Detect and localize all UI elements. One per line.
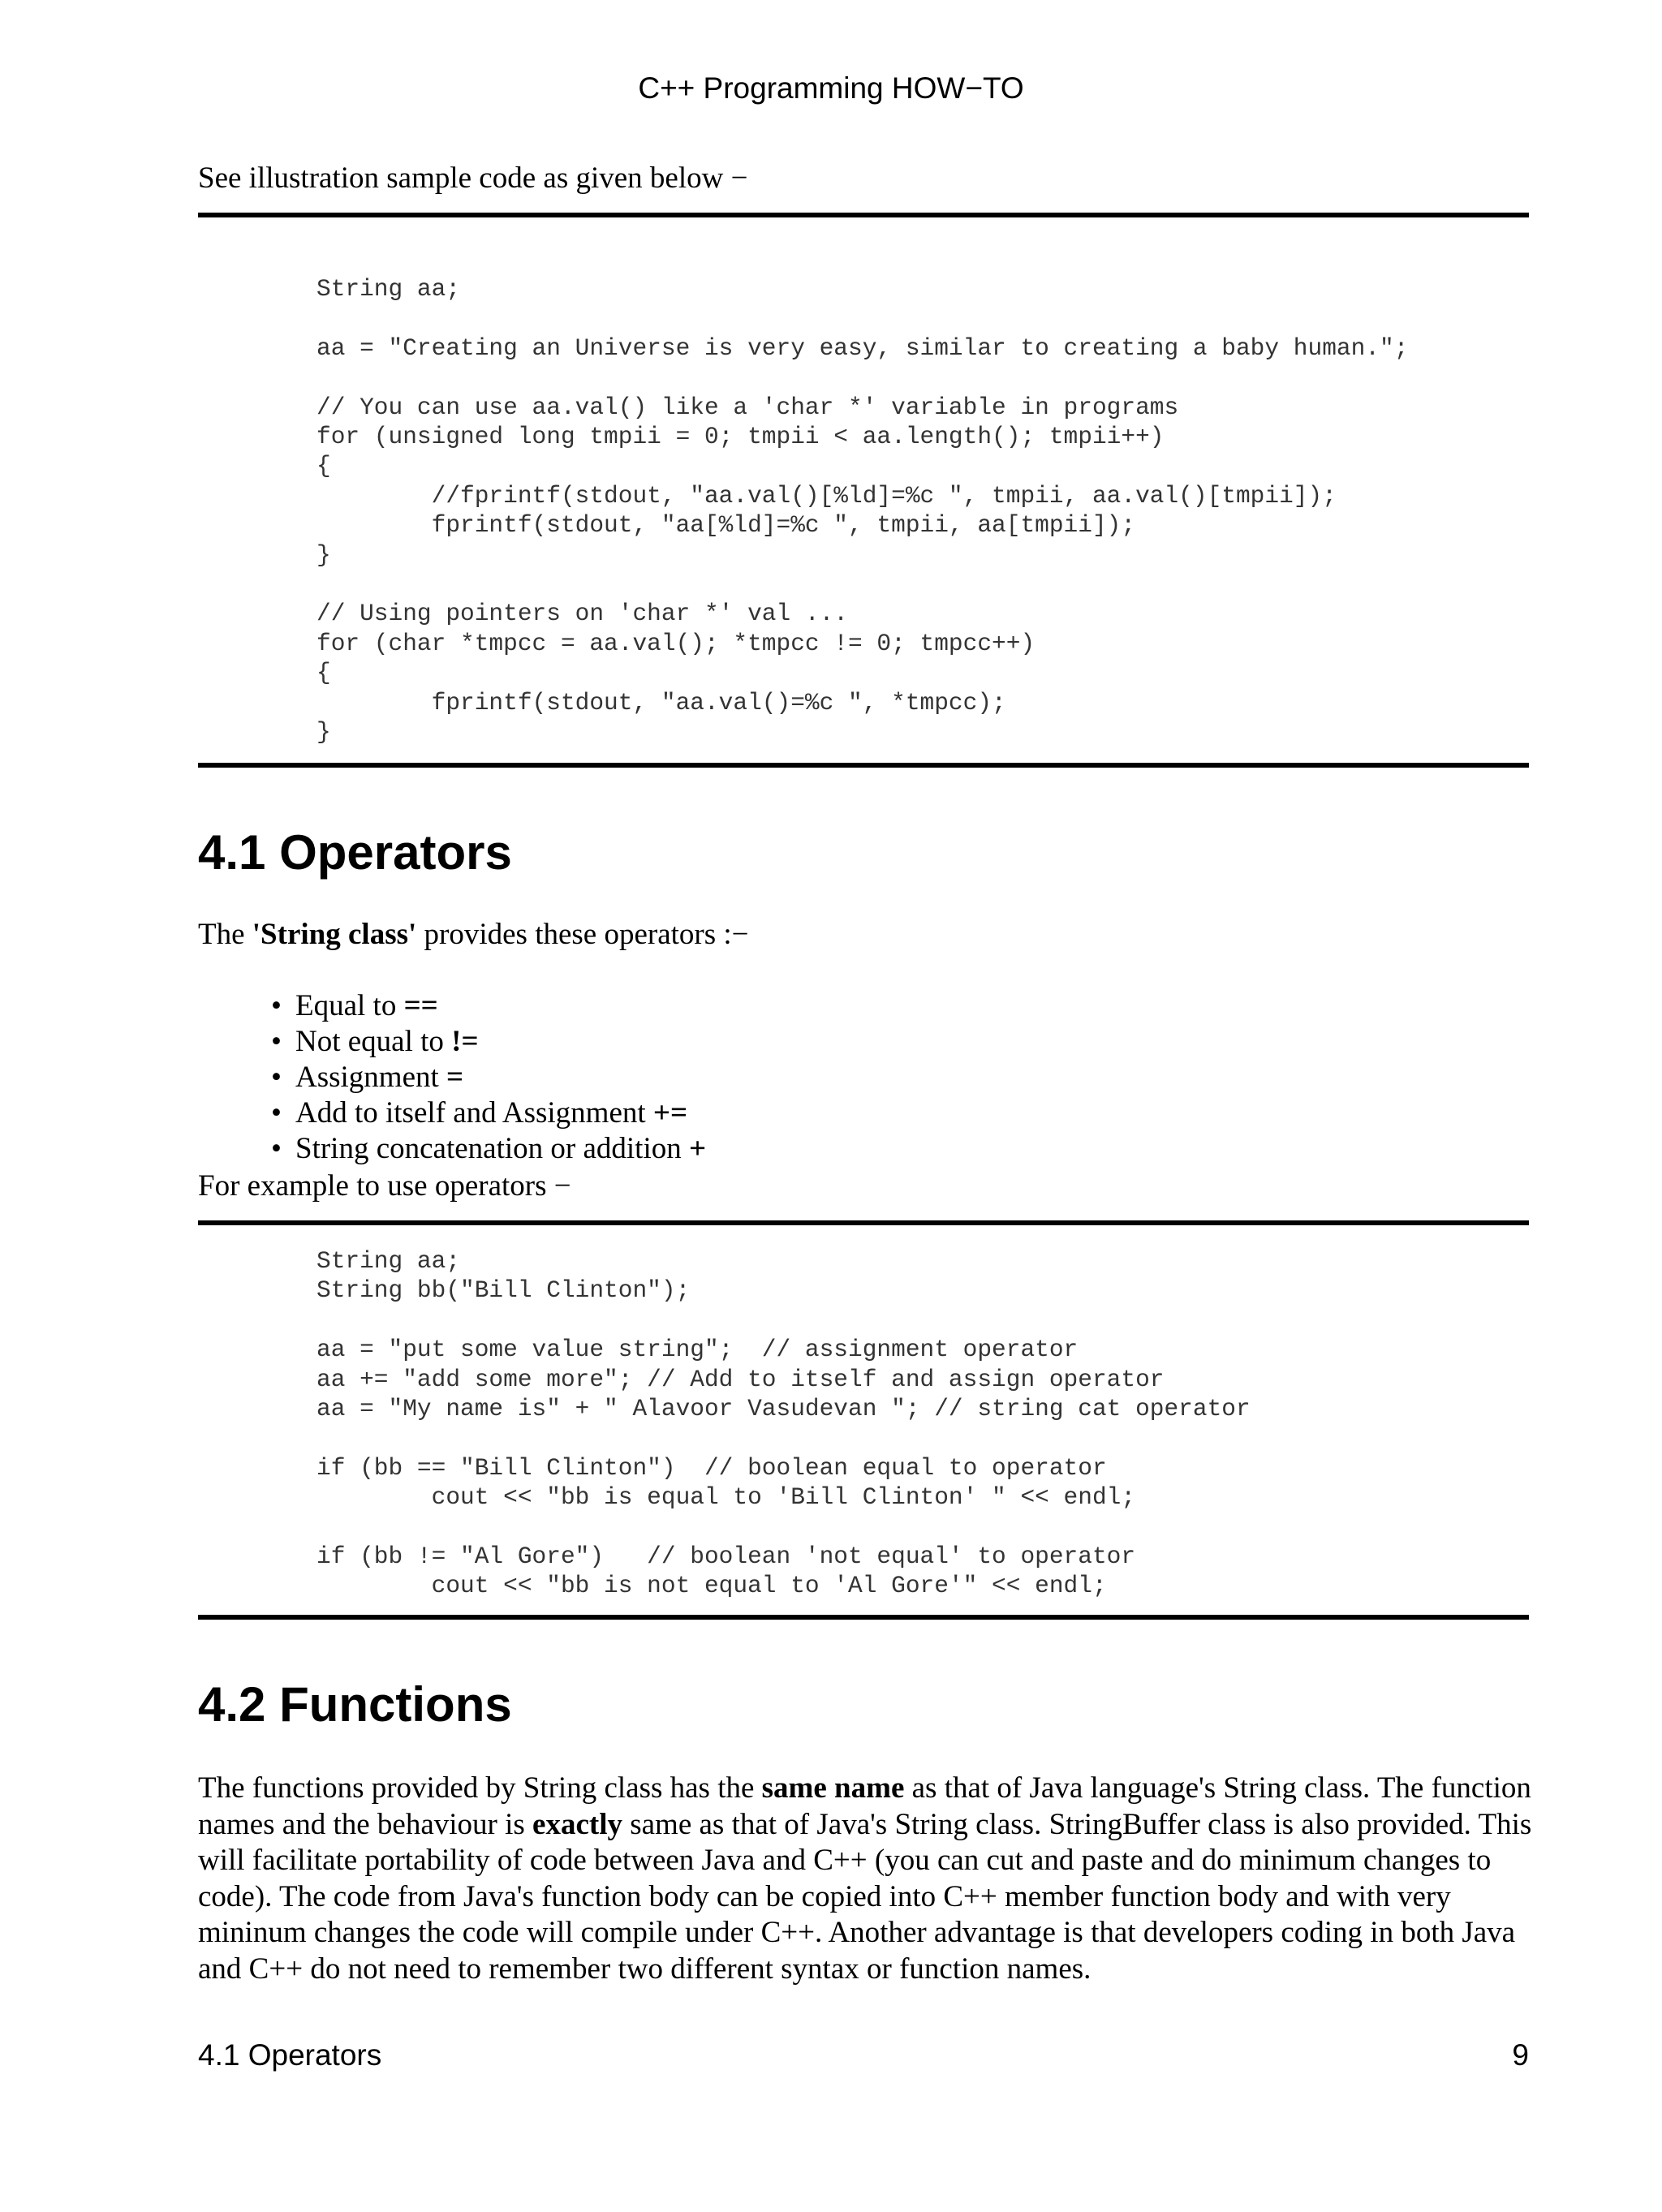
operator-label: Not equal to — [295, 1025, 452, 1058]
section-heading-functions: 4.2 Functions — [198, 1677, 512, 1732]
operator-label: String concatenation or addition — [295, 1132, 689, 1165]
page-number: 9 — [1512, 2038, 1529, 2072]
list-item — [271, 1131, 706, 1167]
operators-list — [271, 988, 706, 1167]
code-block-operators: String aa; String bb("Bill Clinton"); aa = "put some value string"; // assignment operator aa += "add some more"; // Add to itself and assign operator aa = "My name is" + " Alavoor Vasudevan "; // string cat operator if (bb == "Bill Clinton") // boolean equal to operator cout << "bb is equal to 'Bill Clinton' " << endl; if (bb != "Al Gore") // boolean 'not equal' to operator cout << "bb is not equal to 'Al Gore'" << endl; — [316, 1247, 1251, 1600]
functions-bold-1: same name — [761, 1771, 905, 1805]
code-rule-bottom — [198, 763, 1529, 768]
operator-label: Assignment — [295, 1061, 447, 1094]
code-block-string-usage: String aa; aa = "Creating an Universe is very easy, similar to creating a baby human."; // You can use aa.val() like a 'char *' variable in programs for (unsigned long tmpii = 0; tmpii < aa.length(); tmpii++) { //fprintf(stdout, "aa.val()[%ld]=%c ", tmpii, aa.val()[tmpii]); fprintf(stdout, "aa[%ld]=%c ", tmpii, aa[tmpii]); } // Using pointers on 'char *' val ... for (char *tmpcc = aa.val(); *tmpcc != 0; tmpcc++) { fprintf(stdout, "aa.val()=%c ", *tmpcc); } — [316, 275, 1409, 747]
section-heading-operators: 4.1 Operators — [198, 825, 512, 880]
operator-label: Equal to — [295, 989, 404, 1022]
bullet-icon: • — [271, 1096, 282, 1130]
code-rule-top — [198, 1220, 1529, 1225]
operators-example-text: For example to use operators − — [198, 1169, 571, 1203]
footer-section-title: 4.1 Operators — [198, 2038, 382, 2072]
list-item — [271, 1060, 706, 1095]
code-rule-bottom — [198, 1615, 1529, 1620]
operator-symbol: == — [403, 989, 438, 1022]
bullet-icon: • — [271, 1132, 282, 1165]
operator-symbol: + — [689, 1132, 707, 1165]
bullet-icon: • — [271, 1025, 282, 1058]
operators-lead-suffix: provides these operators :− — [416, 918, 749, 951]
operators-lead-bold: 'String class' — [252, 918, 417, 951]
bullet-icon: • — [271, 989, 282, 1022]
running-header: C++ Programming HOW−TO — [638, 71, 1024, 105]
list-item — [271, 1024, 706, 1060]
functions-paragraph — [198, 1771, 1545, 1988]
intro-text: See illustration sample code as given below − — [198, 161, 748, 195]
list-item — [271, 1095, 706, 1131]
functions-bold-2: exactly — [532, 1807, 622, 1841]
operator-symbol: != — [451, 1025, 479, 1058]
operator-symbol: = — [446, 1061, 464, 1094]
functions-text-2: as that of Java language's String class. The function names and the behaviour is — [198, 1771, 1531, 1841]
operator-symbol: += — [652, 1096, 688, 1130]
code-rule-top — [198, 213, 1529, 217]
list-item — [271, 988, 706, 1024]
bullet-icon: • — [271, 1061, 282, 1094]
functions-text-1: The functions provided by String class has the — [198, 1771, 762, 1805]
operator-label: Add to itself and Assignment — [295, 1096, 653, 1130]
functions-text-3: same as that of Java's String class. StringBuffer class is also provided. This will facilitate portability of code between Java and C++ (you can cut and paste and do minimum changes to code). The code from Java's function body can be copied into C++ member function body and with very mininum changes the code will compile under C++. Another advantage is that developers coding in both Java and C++ do not need to remember two different syntax or function names. — [198, 1807, 1532, 1986]
operators-lead — [198, 917, 749, 953]
operators-lead-prefix: The — [198, 918, 252, 951]
